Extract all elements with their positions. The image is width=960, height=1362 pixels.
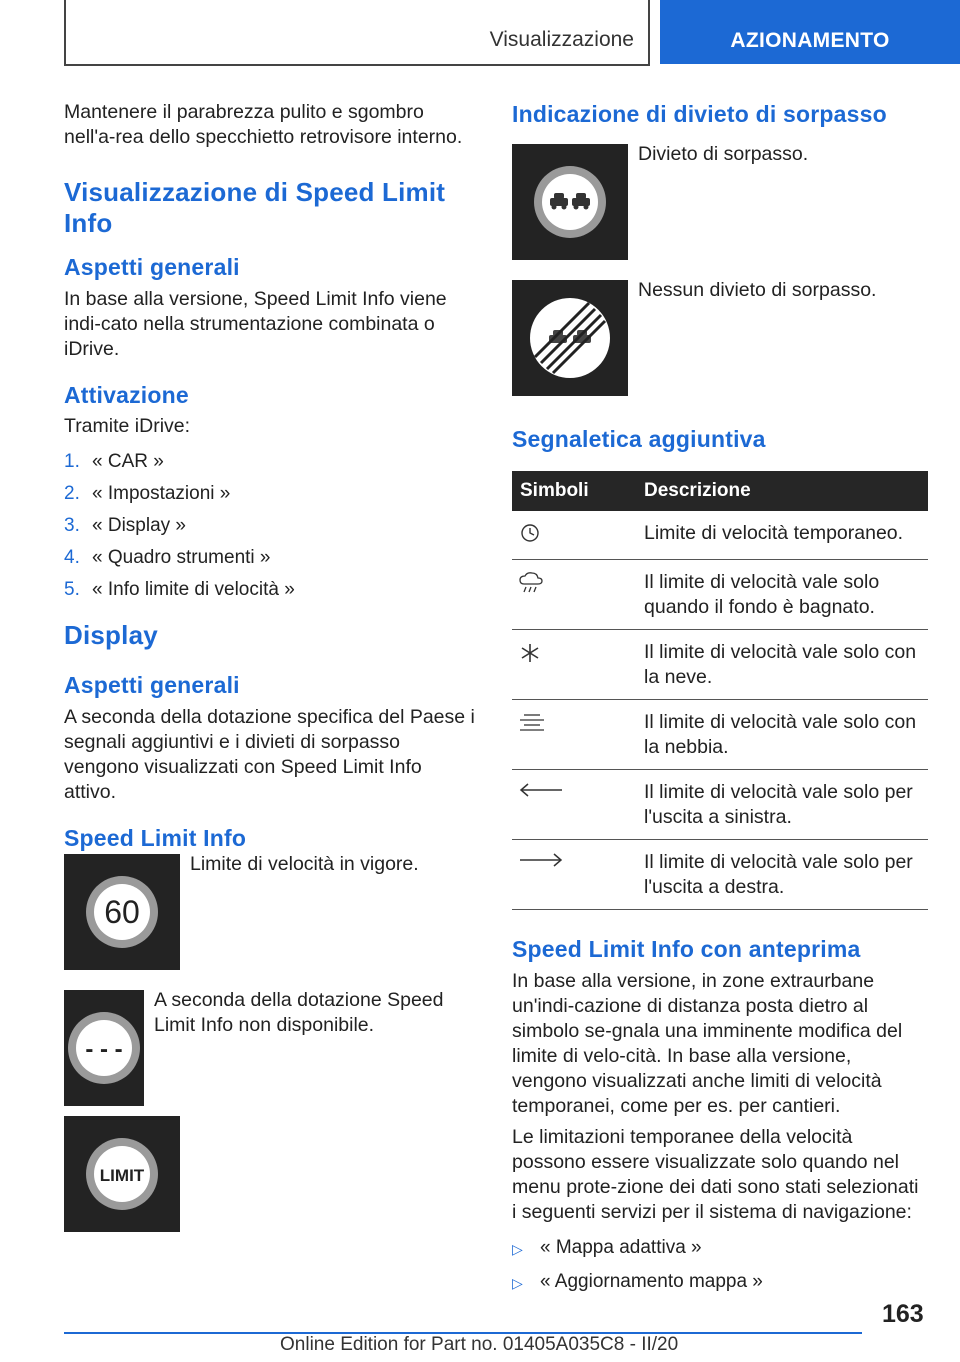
list-item <box>512 1269 928 1296</box>
description-cell: Il limite di velocità vale solo quando il fondo è bagnato. <box>634 560 928 630</box>
general-aspects-1-text: In base alla versione, Speed Limit Info viene indi-cato nella strumentazione combinata o iDrive. <box>64 288 447 360</box>
list-item-text: « Aggiornamento mappa » <box>540 1271 763 1292</box>
table-row <box>512 700 928 770</box>
preview-text-2: Le limitazioni temporanee della velocità possono essere visualizzate solo quando nel menu prote-zione dei dati sono stati selezionati i seguenti servizi per il sistema di navigazione: <box>512 1126 919 1223</box>
no-overtaking-icon <box>530 162 610 242</box>
page-number: 163 <box>882 1300 924 1328</box>
symbol-cell <box>512 511 634 560</box>
table-row <box>512 511 928 560</box>
step-number: 5. <box>64 579 80 600</box>
arrow-left-icon <box>518 782 564 802</box>
speed-sign-value: 60 <box>104 894 140 930</box>
col-header-description: Descrizione <box>634 471 928 511</box>
list-item-text: « Mappa adattiva » <box>540 1237 702 1258</box>
general-aspects-2-text: A seconda della dotazione specifica del Paese i segnali aggiuntivi e i divieti di sorpasso vengono visualizzati con Speed Limit Info attivo. <box>64 706 475 803</box>
step-item <box>64 545 478 570</box>
sign-row-limit <box>64 1116 478 1232</box>
limit-sign <box>64 1116 180 1232</box>
header-frame <box>64 0 650 66</box>
snowflake-icon <box>518 642 542 664</box>
end-no-overtaking-desc: Nessun divieto di sorpasso. <box>638 279 877 301</box>
table-row <box>512 770 928 840</box>
activation-intro: Tramite iDrive: <box>64 415 191 437</box>
sign-60-desc: Limite di velocità in vigore. <box>190 853 419 875</box>
step-text: « Impostazioni » <box>92 483 231 504</box>
symbol-cell <box>512 560 634 630</box>
description-cell: Il limite di velocità vale solo per l'uscita a destra. <box>634 840 928 910</box>
step-item <box>64 513 478 538</box>
col-header-symbols: Simboli <box>512 471 634 511</box>
heading-speed-limit-info: Speed Limit Info <box>64 825 247 851</box>
table-row <box>512 560 928 630</box>
heading-speed-limit-display: Visualizzazione di Speed Limit Info <box>64 177 446 238</box>
speed-sign-icon <box>82 872 162 952</box>
limit-sign-icon <box>82 1134 162 1214</box>
description-cell: Il limite di velocità vale solo con la neve. <box>634 630 928 700</box>
step-item <box>64 577 478 602</box>
table-header-row <box>512 471 928 511</box>
heading-activation: Attivazione <box>64 382 189 408</box>
table-row <box>512 630 928 700</box>
fog-icon <box>518 712 546 734</box>
step-text: « Info limite di velocità » <box>92 579 295 600</box>
step-number: 1. <box>64 451 80 472</box>
heading-overtaking: Indicazione di divieto di sorpasso <box>512 101 887 127</box>
sign-unavailable-desc: A seconda della dotazione Speed Limit Info non disponibile. <box>154 989 444 1036</box>
unavailable-sign-icon <box>64 1008 144 1088</box>
chapter-tab[interactable]: AZIONAMENTO <box>660 0 960 64</box>
intro-text: Mantenere il parabrezza pulito e sgombro nell'a-rea dello specchietto retrovisore interno. <box>64 101 463 148</box>
left-column <box>64 100 478 1232</box>
step-text: « CAR » <box>92 451 164 472</box>
bullet-triangle-icon: ▷ <box>512 1275 523 1291</box>
step-number: 4. <box>64 547 80 568</box>
arrow-right-icon <box>518 852 564 872</box>
end-no-overtaking-sign <box>512 280 628 396</box>
symbol-cell <box>512 630 634 700</box>
heading-general-aspects-1: Aspetti generali <box>64 254 240 280</box>
step-text: « Display » <box>92 515 186 536</box>
symbol-cell <box>512 770 634 840</box>
clock-icon <box>518 523 542 543</box>
bullet-triangle-icon: ▷ <box>512 1241 523 1257</box>
unavailable-sign-value: - - - <box>85 1036 123 1063</box>
step-item <box>64 481 478 506</box>
additional-signs-table <box>512 471 928 910</box>
sign-row-end-no-overtaking <box>512 280 928 396</box>
speed-limit-unavailable-sign <box>64 990 144 1106</box>
navigation-services-list <box>512 1235 928 1296</box>
limit-sign-value: LIMIT <box>99 1166 145 1185</box>
speed-limit-60-sign <box>64 854 180 970</box>
no-overtaking-desc: Divieto di sorpasso. <box>638 143 809 165</box>
edition-text: Online Edition for Part no. 01405A035C8 - II/20 <box>280 1334 679 1355</box>
section-title: Visualizzazione <box>489 28 634 51</box>
step-text: « Quadro strumenti » <box>92 547 271 568</box>
sign-row-no-overtaking <box>512 144 928 260</box>
sign-row-unavailable <box>64 990 478 1106</box>
table-row <box>512 840 928 910</box>
activation-steps <box>64 449 478 602</box>
step-number: 2. <box>64 483 80 504</box>
heading-preview: Speed Limit Info con anteprima <box>512 936 861 962</box>
heading-display: Display <box>64 620 158 650</box>
symbol-cell <box>512 840 634 910</box>
step-item <box>64 449 478 474</box>
preview-text-1: In base alla versione, in zone extraurbane un'indi-cazione di distanza posta dietro al simbolo se-gnala una imminente modifica del limite di velo-cità. In base alla versione, vengono visualizzati anche limiti di velocità temporanei, come per es. per cantieri. <box>512 970 903 1117</box>
heading-general-aspects-2: Aspetti generali <box>64 672 240 698</box>
rain-icon <box>518 572 544 594</box>
description-cell: Limite di velocità temporaneo. <box>634 511 928 560</box>
right-column <box>512 100 928 1303</box>
list-item <box>512 1235 928 1262</box>
sign-row-60 <box>64 854 478 970</box>
description-cell: Il limite di velocità vale solo per l'uscita a sinistra. <box>634 770 928 840</box>
description-cell: Il limite di velocità vale solo con la nebbia. <box>634 700 928 770</box>
step-number: 3. <box>64 515 80 536</box>
heading-additional-signs: Segnaletica aggiuntiva <box>512 426 766 452</box>
end-no-overtaking-icon <box>525 293 615 383</box>
no-overtaking-sign <box>512 144 628 260</box>
symbol-cell <box>512 700 634 770</box>
